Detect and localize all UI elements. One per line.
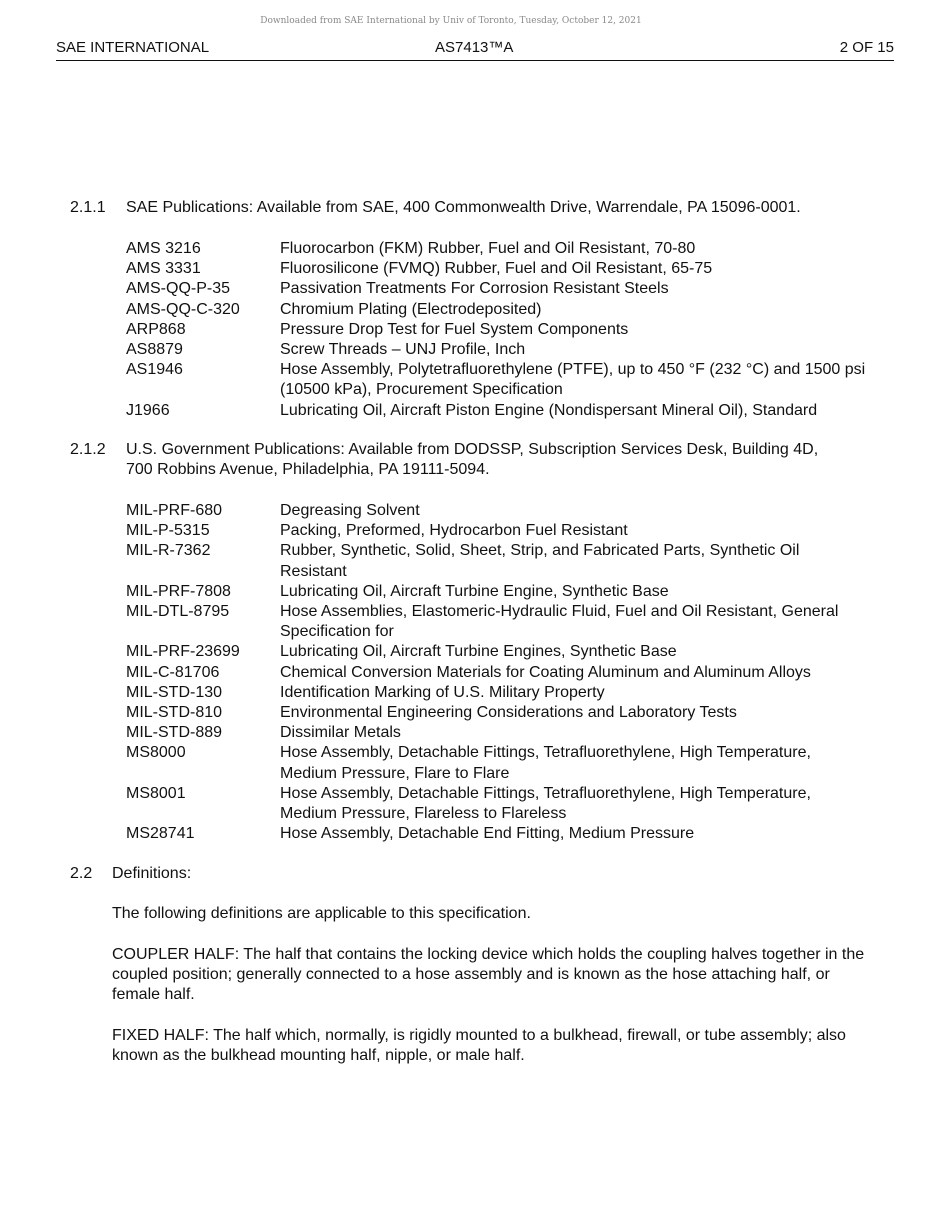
- download-watermark: Downloaded from SAE International by Univ of Toronto, Tuesday, October 12, 2021: [260, 16, 642, 26]
- reference-title: Hose Assembly, Polytetrafluorethylene (PTFE), up to 450 °F (232 °C) and 1500 psi (10500 kPa), Procurement Specification: [280, 361, 866, 399]
- reference-title: Lubricating Oil, Aircraft Turbine Engines, Synthetic Base: [280, 643, 677, 661]
- reference-title: Degreasing Solvent: [280, 502, 420, 519]
- section-2-2-title: Definitions:: [112, 865, 192, 882]
- reference-code: AS8879: [126, 341, 183, 359]
- definition-coupler-half: COUPLER HALF: The half that contains the locking device which holds the coupling halves together in the coupled position; generally connected to a hose assembly and is known as the hose attaching half, or female half.: [112, 946, 865, 1004]
- section-number: 2.1.1: [70, 199, 106, 216]
- reference-code: MIL-PRF-23699: [126, 643, 240, 661]
- reference-code: MIL-P-5315: [126, 522, 210, 540]
- reference-code: AS1946: [126, 361, 183, 379]
- reference-row: [126, 582, 870, 602]
- reference-code: ARP868: [126, 320, 186, 338]
- reference-code: MIL-PRF-680: [126, 502, 223, 519]
- header-document-id: AS7413™A: [435, 39, 514, 56]
- reference-title: Fluorocarbon (FKM) Rubber, Fuel and Oil Resistant, 70-80: [280, 240, 696, 257]
- reference-title: Pressure Drop Test for Fuel System Components: [280, 320, 629, 338]
- reference-row: [126, 743, 870, 783]
- reference-row: [126, 642, 870, 662]
- reference-row: [126, 683, 870, 703]
- reference-title: Lubricating Oil, Aircraft Piston Engine (Nondispersant Mineral Oil), Standard: [280, 401, 818, 419]
- reference-code: MIL-STD-130: [126, 683, 223, 701]
- section-2-1-2-text-line2: 700 Robbins Avenue, Philadelphia, PA 19111-5094.: [126, 461, 490, 478]
- header-page-number: 2 OF 15: [839, 39, 894, 56]
- reference-row: [126, 401, 870, 421]
- reference-title: Hose Assembly, Detachable Fittings, Tetrafluorethylene, High Temperature, Medium Pressure, Flareless to Flareless: [280, 784, 811, 823]
- government-reference-list: [126, 501, 870, 844]
- reference-title: Passivation Treatments For Corrosion Resistant Steels: [280, 280, 669, 298]
- reference-title: Rubber, Synthetic, Solid, Sheet, Strip, and Fabricated Parts, Synthetic Oil Resistant: [280, 542, 800, 580]
- reference-title: Identification Marking of U.S. Military Property: [280, 683, 605, 701]
- reference-title: Screw Threads – UNJ Profile, Inch: [280, 341, 526, 359]
- reference-row: [126, 663, 870, 683]
- reference-title: Lubricating Oil, Aircraft Turbine Engine, Synthetic Base: [280, 582, 669, 600]
- reference-code: AMS-QQ-P-35: [126, 280, 231, 298]
- reference-row: [126, 300, 870, 320]
- reference-code: AMS 3216: [126, 240, 201, 257]
- reference-title: Hose Assembly, Detachable End Fitting, Medium Pressure: [280, 825, 695, 843]
- section-number: 2.2: [70, 865, 93, 882]
- reference-title: Hose Assemblies, Elastomeric-Hydraulic Fluid, Fuel and Oil Resistant, General Specification for: [280, 603, 839, 641]
- section-2-1-2-text-line1: U.S. Government Publications: Available from DODSSP, Subscription Services Desk, Building 4D,: [126, 441, 819, 458]
- reference-row: [126, 521, 870, 541]
- reference-code: AMS-QQ-C-320: [126, 300, 240, 318]
- reference-code: J1966: [126, 401, 170, 419]
- reference-row: [126, 784, 870, 824]
- section-2-2-heading: [70, 864, 92, 884]
- reference-title: Fluorosilicone (FVMQ) Rubber, Fuel and Oil Resistant, 65-75: [280, 260, 713, 278]
- reference-title: Hose Assembly, Detachable Fittings, Tetrafluorethylene, High Temperature, Medium Pressure, Flare to Flare: [280, 744, 811, 782]
- reference-title: Environmental Engineering Considerations and Laboratory Tests: [280, 704, 737, 722]
- reference-row: [126, 723, 870, 743]
- reference-code: MIL-R-7362: [126, 542, 211, 560]
- reference-row: [126, 824, 870, 844]
- reference-code: MIL-PRF-7808: [126, 582, 231, 600]
- reference-row: [126, 501, 870, 521]
- reference-title: Dissimilar Metals: [280, 724, 401, 742]
- reference-row: [126, 279, 870, 299]
- reference-code: MS8000: [126, 744, 186, 762]
- reference-row: [126, 340, 870, 360]
- section-2-1-2-heading: [70, 440, 106, 460]
- reference-code: MIL-STD-889: [126, 724, 223, 742]
- section-number: 2.1.2: [70, 441, 106, 458]
- reference-code: MIL-DTL-8795: [126, 603, 230, 621]
- reference-code: MS8001: [126, 784, 186, 802]
- reference-title: Chromium Plating (Electrodeposited): [280, 300, 542, 318]
- reference-row: [126, 239, 870, 259]
- reference-code: MIL-STD-810: [126, 704, 223, 722]
- reference-row: [126, 703, 870, 723]
- reference-row: [126, 360, 870, 400]
- header-organization: SAE INTERNATIONAL: [56, 39, 210, 56]
- reference-code: MIL-C-81706: [126, 663, 220, 681]
- sae-reference-list: [126, 239, 870, 421]
- reference-row: [126, 541, 870, 581]
- reference-row: [126, 320, 870, 340]
- reference-title: Packing, Preformed, Hydrocarbon Fuel Resistant: [280, 522, 628, 540]
- page-header: [56, 38, 894, 61]
- reference-code: AMS 3331: [126, 260, 201, 278]
- definition-fixed-half: FIXED HALF: The half which, normally, is rigidly mounted to a bulkhead, firewall, or tube assembly; also known as the bulkhead mounting half, nipple, or male half.: [112, 1027, 846, 1065]
- definitions-intro: The following definitions are applicable to this specification.: [112, 905, 531, 922]
- section-2-1-1-text: SAE Publications: Available from SAE, 400 Commonwealth Drive, Warrendale, PA 15096-0001.: [126, 199, 801, 216]
- reference-row: [126, 259, 870, 279]
- reference-row: [126, 602, 870, 642]
- section-2-1-1-heading: [70, 198, 106, 218]
- reference-code: MS28741: [126, 825, 195, 843]
- reference-title: Chemical Conversion Materials for Coating Aluminum and Aluminum Alloys: [280, 663, 811, 681]
